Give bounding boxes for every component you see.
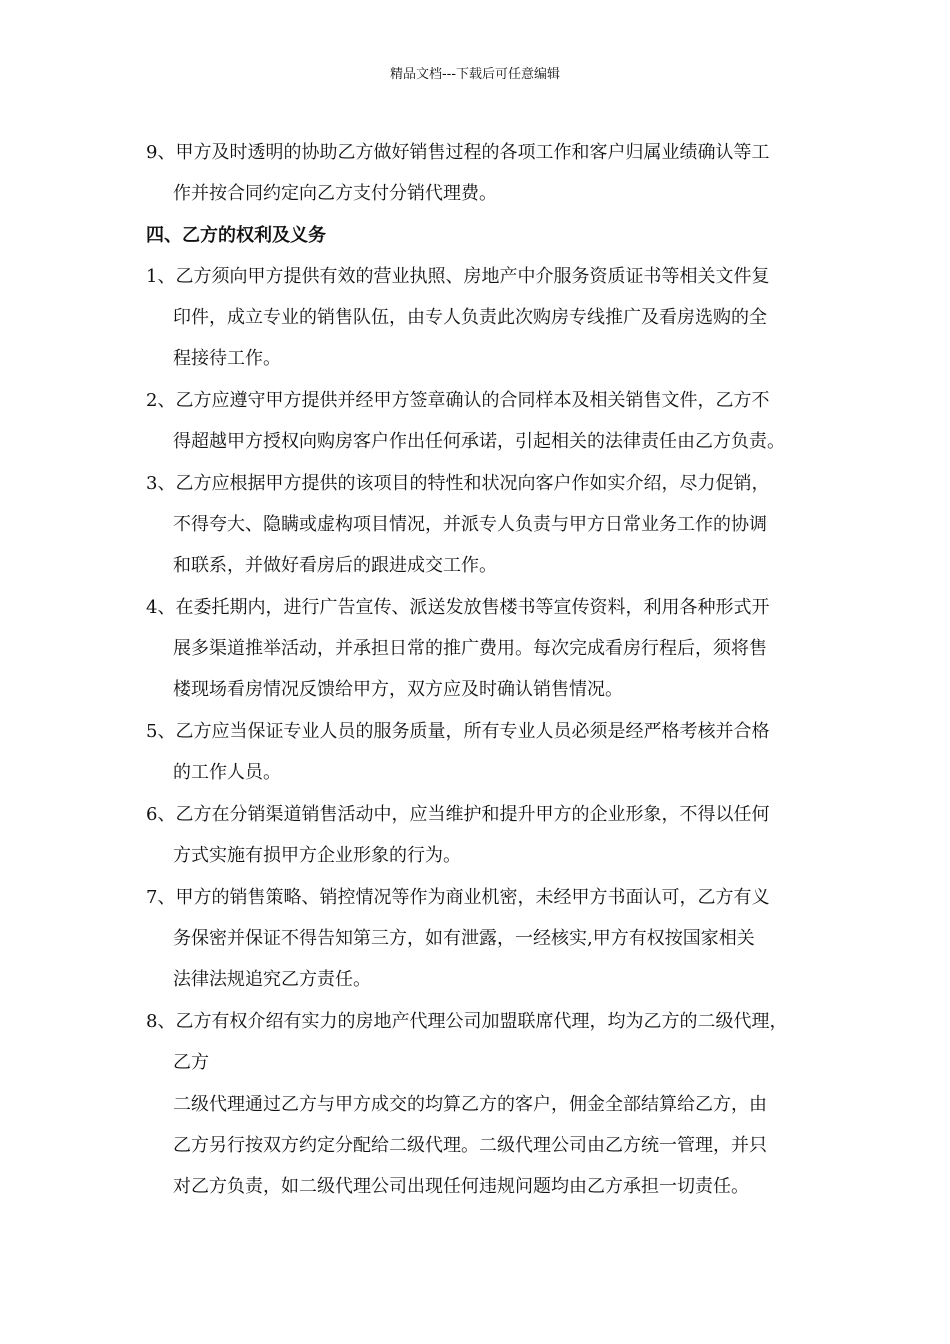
item-9-line-2: 作并按合同约定向乙方支付分销代理费。 (173, 183, 497, 204)
item-2-line-2: 得超越甲方授权向购房客户作出任何承诺，引起相关的法律责任由乙方负责。 (173, 431, 785, 452)
section-4-heading: 四、乙方的权利及义务 (146, 225, 326, 246)
item-8-line-2: 乙方 (173, 1052, 209, 1073)
item-6-line-2: 方式实施有损甲方企业形象的行为。 (173, 845, 461, 866)
item-1-line-3: 程接待工作。 (173, 348, 281, 369)
item-7-line-2: 务保密并保证不得告知第三方，如有泄露，一经核实,甲方有权按国家相关 (173, 928, 755, 949)
item-7-line-1: 7、甲方的销售策略、销控情况等作为商业机密，未经甲方书面认可，乙方有义 (146, 887, 770, 908)
item-1-line-2: 印件，成立专业的销售队伍，由专人负责此次购房专线推广及看房选购的全 (173, 307, 767, 328)
item-8-line-3: 二级代理通过乙方与甲方成交的均算乙方的客户，佣金全部结算给乙方，由 (173, 1094, 767, 1115)
item-8-line-5: 对乙方负责，如二级代理公司出现任何违规问题均由乙方承担一切责任。 (173, 1176, 749, 1197)
item-3-line-2: 不得夸大、隐瞒或虚构项目情况，并派专人负责与甲方日常业务工作的协调 (173, 514, 767, 535)
item-3-line-3: 和联系，并做好看房后的跟进成交工作。 (173, 555, 497, 576)
item-7-line-3: 法律法规追究乙方责任。 (173, 969, 371, 990)
item-1-line-1: 1、乙方须向甲方提供有效的营业执照、房地产中介服务资质证书等相关文件复 (146, 266, 770, 287)
item-5-line-1: 5、乙方应当保证专业人员的服务质量，所有专业人员必须是经严格考核并合格 (146, 721, 770, 742)
page-header: 精品文档---下载后可任意编辑 (389, 67, 561, 82)
item-8-line-1: 8、乙方有权介绍有实力的房地产代理公司加盟联席代理，均为乙方的二级代理， (146, 1011, 788, 1032)
item-2-line-1: 2、乙方应遵守甲方提供并经甲方签章确认的合同样本及相关销售文件，乙方不 (146, 390, 770, 411)
item-4-line-2: 展多渠道推举活动，并承担日常的推广费用。每次完成看房行程后，须将售 (173, 638, 767, 659)
item-5-line-2: 的工作人员。 (173, 762, 281, 783)
item-4-line-1: 4、在委托期内，进行广告宣传、派送发放售楼书等宣传资料，利用各种形式开 (146, 597, 770, 618)
item-6-line-1: 6、乙方在分销渠道销售活动中，应当维护和提升甲方的企业形象，不得以任何 (146, 804, 770, 825)
item-4-line-3: 楼现场看房情况反馈给甲方，双方应及时确认销售情况。 (173, 679, 623, 700)
item-9-line-1: 9、甲方及时透明的协助乙方做好销售过程的各项工作和客户归属业绩确认等工 (146, 142, 770, 163)
item-3-line-1: 3、乙方应根据甲方提供的该项目的特性和状况向客户作如实介绍，尽力促销， (146, 473, 770, 494)
item-8-line-4: 乙方另行按双方约定分配给二级代理。二级代理公司由乙方统一管理，并只 (173, 1135, 767, 1156)
